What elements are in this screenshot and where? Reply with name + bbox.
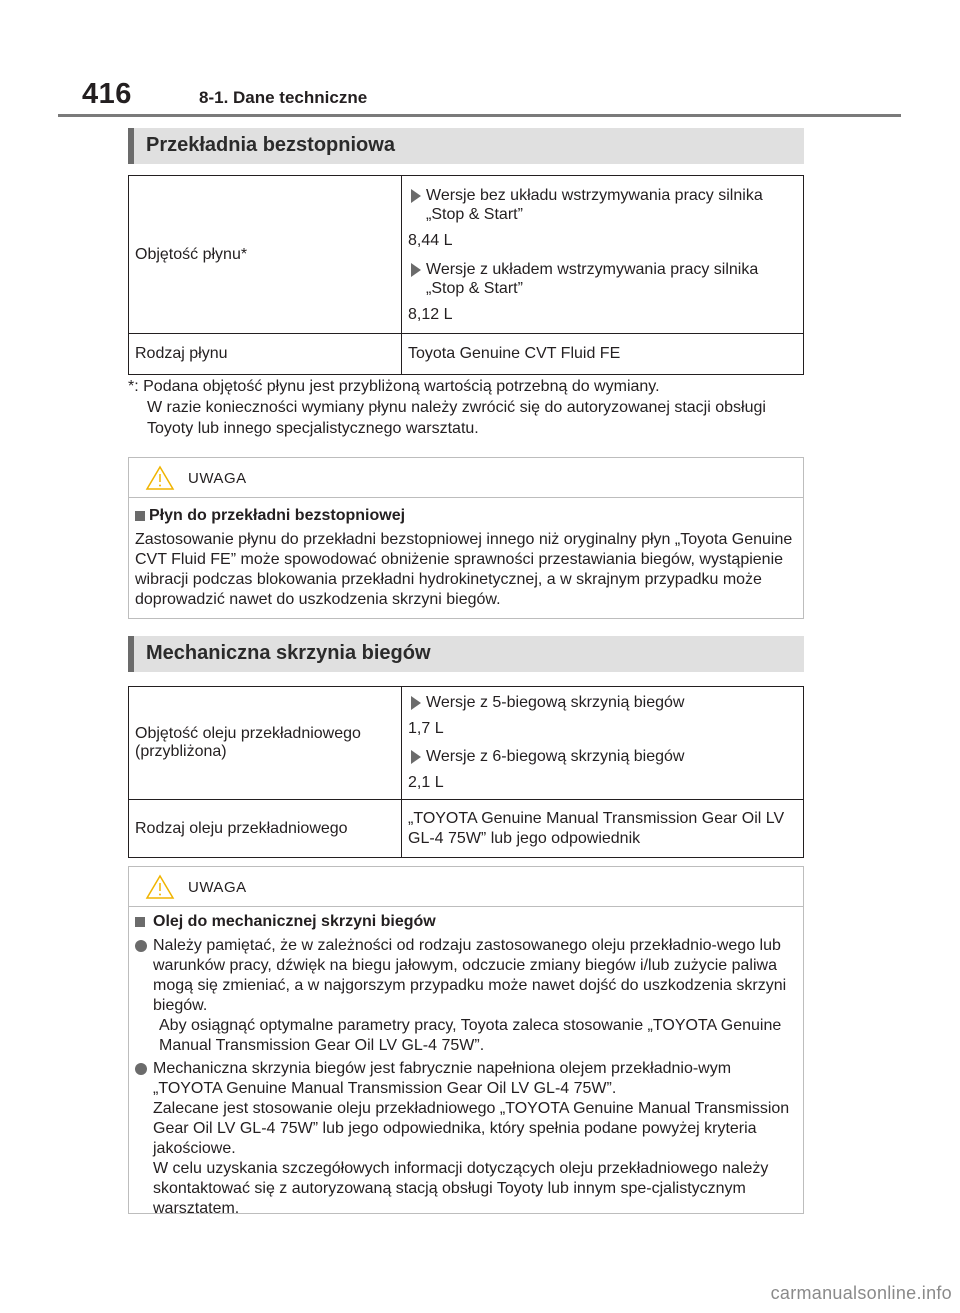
value-text: 8,44 L [408, 232, 453, 249]
footnote-text: W razie konieczności wymiany płynu należy zwrócić się do autoryzowanej stacji obsługi Toyoty lub innego specjalistycznego warsztatu. [147, 399, 766, 437]
variant-text: Wersje z 5-biegową skrzynią biegów [408, 693, 797, 712]
section-title: Mechaniczna skrzynia biegów [146, 642, 431, 664]
variant-text: Wersje z 6-biegową skrzynią biegów [408, 747, 797, 766]
section-title: Przekładnia bezstopniowa [146, 134, 395, 156]
bullet-text: Mechaniczna skrzynia biegów jest fabrycznie napełniona olejem przekładnio-wym „TOYOTA Genuine Manual Transmission Gear Oil LV GL-4 75W”. [153, 1060, 732, 1097]
row-label: Rodzaj oleju przekładniowego [129, 800, 402, 858]
page-number: 416 [82, 78, 132, 110]
row-value: „TOYOTA Genuine Manual Transmission Gear Oil LV GL-4 75W” lub jego odpowiednik [402, 800, 804, 858]
bullet-text: Należy pamiętać, że w zależności od rodzaju zastosowanego oleju przekładnio-wego lub warunków pracy, dźwięk na biegu jałowym, odczucie zmiany biegów i/lub zużycie paliwa mogą się zmieniać, a w najgorszym przypadku może nawet dojść do uszkodzenia skrzyni biegów. [153, 937, 787, 1014]
warning-paragraph: Zastosowanie płynu do przekładni bezstopniowej innego niż oryginalny płyn „Toyota Genuine CVT Fluid FE” może spowodować obniżenie sprawności przestawiania biegów, wystąpienie wibracji podczas blokowania przekładni hydrokinetycznej, a w skrajnym przypadku może doprowadzić nawet do uszkodzenia skrzyni biegów. [135, 531, 793, 608]
warning-box [128, 866, 804, 1217]
value-text: 2,1 L [408, 774, 444, 791]
table-row [129, 176, 804, 334]
row-value [402, 687, 804, 800]
warning-triangle-icon [145, 874, 175, 900]
warning-triangle-icon [145, 465, 175, 491]
value-text: 1,7 L [408, 720, 444, 737]
warning-subhead: Płyn do przekładni bezstopniowej [135, 506, 797, 526]
table-row [129, 687, 804, 800]
page-header [82, 74, 902, 118]
bullet-text: Zalecane jest stosowanie oleju przekładniowego „TOYOTA Genuine Manual Transmission Gear Oil LV GL-4 75W” lub jego odpowiednika, który spełnia podane powyżej kryteria jakościowe. [153, 1100, 790, 1157]
table-row [129, 334, 804, 375]
row-label: Objętość płynu* [129, 176, 402, 334]
manual-spec-table [128, 686, 804, 858]
warning-title: UWAGA [188, 470, 247, 487]
warning-title: UWAGA [188, 879, 247, 896]
section-heading-cvt [128, 128, 804, 164]
warning-subhead: Olej do mechanicznej skrzyni biegów [135, 912, 797, 932]
footnote-text: *: Podana objętość płynu jest przybliżoną wartością potrzebną do wymiany. [128, 378, 660, 395]
footnote [128, 376, 804, 439]
row-label: Rodzaj płynu [129, 334, 402, 375]
variant-text: Wersje z układem wstrzymywania pracy silnika „Stop & Start” [408, 260, 797, 298]
warning-bullet [135, 1059, 797, 1219]
bullet-text: W celu uzyskania szczegółowych informacji dotyczących oleju przekładniowego należy skontaktować się z autoryzowaną stacją obsługi Toyoty lub innym spe-cjalistycznym warsztatem. [153, 1160, 769, 1217]
warning-body [129, 498, 803, 610]
warning-bullet [135, 936, 797, 1056]
warning-header [129, 458, 803, 498]
section-heading-manual [128, 636, 804, 672]
cvt-spec-table [128, 175, 804, 375]
table-row [129, 800, 804, 858]
warning-header [129, 867, 803, 907]
value-text: 8,12 L [408, 306, 453, 323]
chapter-title: 8-1. Dane techniczne [199, 88, 368, 107]
row-value: Toyota Genuine CVT Fluid FE [402, 334, 804, 375]
warning-body [129, 907, 803, 1219]
row-value [402, 176, 804, 334]
header-divider [58, 114, 901, 117]
bullet-text: Aby osiągnąć optymalne parametry pracy, Toyota zaleca stosowanie „TOYOTA Genuine Manual Transmission Gear Oil LV GL-4 75W”. [159, 1017, 782, 1054]
variant-text: Wersje bez układu wstrzymywania pracy silnika „Stop & Start” [408, 186, 797, 224]
row-label: Objętość oleju przekładniowego (przybliżona) [129, 687, 402, 800]
watermark-text: carmanualsonline.info [770, 1283, 952, 1303]
warning-box [128, 457, 804, 619]
